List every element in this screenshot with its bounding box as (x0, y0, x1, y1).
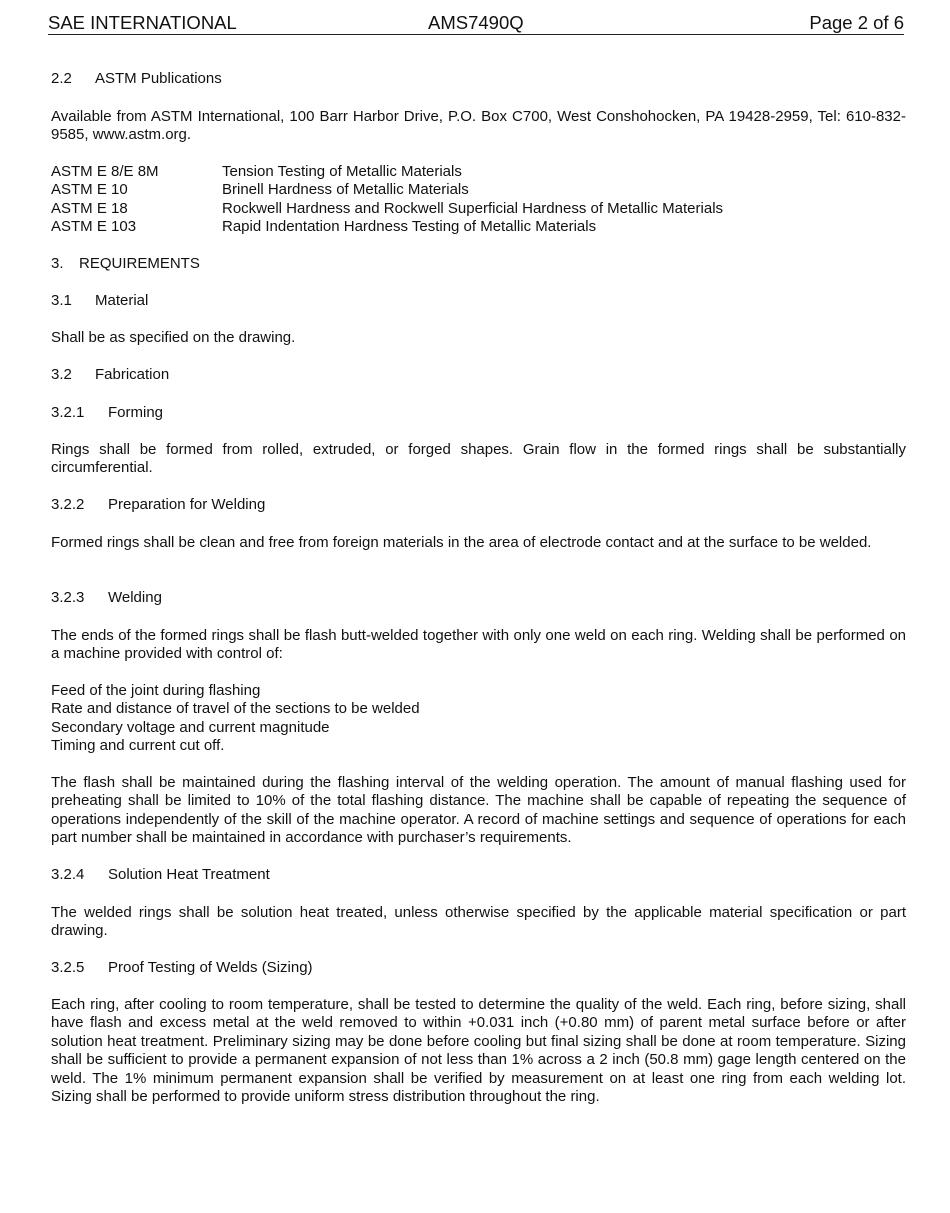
list-item: Timing and current cut off. (51, 737, 225, 755)
header-page-number: Page 2 of 6 (809, 12, 904, 33)
section-3-2-4-heading: 3.2.4 Solution Heat Treatment (51, 866, 270, 883)
list-item: Rate and distance of travel of the sections to be welded (51, 700, 420, 718)
reference-title: Rapid Indentation Hardness Testing of Metallic Materials (222, 218, 597, 236)
astm-reference-list (51, 163, 906, 237)
reference-row (51, 218, 906, 236)
reference-title: Tension Testing of Metallic Materials (222, 163, 462, 180)
list-item: Feed of the joint during flashing (51, 682, 261, 699)
section-2-2-heading: 2.2 ASTM Publications (51, 70, 222, 87)
header-document-number: AMS7490Q (428, 12, 524, 33)
section-3-2-5-text: Each ring, after cooling to room temperature, shall be tested to determine the quality of the weld. Each ring, before sizing, shall have flash and excess metal at the weld removed to within +0.031 inch (+0.80 mm) of parent metal surface before or after solution heat treatment. Preliminary sizing may be done before cooling but final sizing shall be done at room temperature. Sizing shall be sufficient to provide a permanent expansion of not less than 1% across a 2 inch (50.8 mm) gage length centered on the weld. The 1% minimum permanent expansion shall be verified by measurement on at least one ring from each welding lot. Sizing shall be performed to provide uniform stress distribution throughout the ring. (51, 996, 906, 1106)
reference-row (51, 200, 906, 218)
section-3-2-4-text: The welded rings shall be solution heat treated, unless otherwise specified by the applicable material specification or part drawing. (51, 904, 906, 940)
section-3-2-3-text-2: The flash shall be maintained during the flashing interval of the welding operation. The amount of manual flashing used for preheating shall be limited to 10% of the total flashing distance. The machine shall be capable of repeating the sequence of operations independently of the skill of the machine operator. A record of machine settings and sequence of operations for each part number shall be maintained in accordance with purchaser’s requirements. (51, 774, 906, 847)
page-header (48, 12, 904, 35)
reference-title: Brinell Hardness of Metallic Materials (222, 181, 469, 199)
list-item: Secondary voltage and current magnitude (51, 718, 330, 736)
section-3-1-text: Shall be as specified on the drawing. (51, 329, 296, 346)
section-3-1-heading: 3.1 Material (51, 292, 149, 309)
reference-code: ASTM E 10 (51, 181, 128, 199)
section-3-2-1-text: Rings shall be formed from rolled, extruded, or forged shapes. Grain flow in the formed rings shall be substantially circumferential. (51, 441, 906, 477)
reference-code: ASTM E 8/E 8M (51, 163, 159, 180)
reference-title: Rockwell Hardness and Rockwell Superficial Hardness of Metallic Materials (222, 199, 724, 217)
section-3-2-1-heading: 3.2.1 Forming (51, 404, 164, 421)
reference-row (51, 181, 906, 199)
section-3-heading: 3. REQUIREMENTS (51, 255, 200, 272)
header-organization: SAE INTERNATIONAL (48, 12, 237, 33)
section-3-2-3-text: The ends of the formed rings shall be flash butt-welded together with only one weld on each ring. Welding shall be performed on a machine provided with control of: (51, 627, 906, 663)
welding-control-list (51, 682, 906, 756)
section-3-2-3-heading: 3.2.3 Welding (51, 589, 162, 606)
reference-code: ASTM E 103 (51, 218, 137, 236)
section-3-2-heading: 3.2 Fabrication (51, 366, 170, 383)
section-3-2-5-heading: 3.2.5 Proof Testing of Welds (Sizing) (51, 959, 313, 976)
reference-row (51, 163, 906, 181)
section-3-2-2-text: Formed rings shall be clean and free from foreign materials in the area of electrode contact and at the surface to be welded. (51, 534, 872, 551)
section-2-2-text: Available from ASTM International, 100 Barr Harbor Drive, P.O. Box C700, West Conshohocken, PA 19428-2959, Tel: 610-832-9585, www.astm.org. (51, 108, 906, 144)
reference-code: ASTM E 18 (51, 199, 128, 217)
section-3-2-2-heading: 3.2.2 Preparation for Welding (51, 496, 266, 513)
